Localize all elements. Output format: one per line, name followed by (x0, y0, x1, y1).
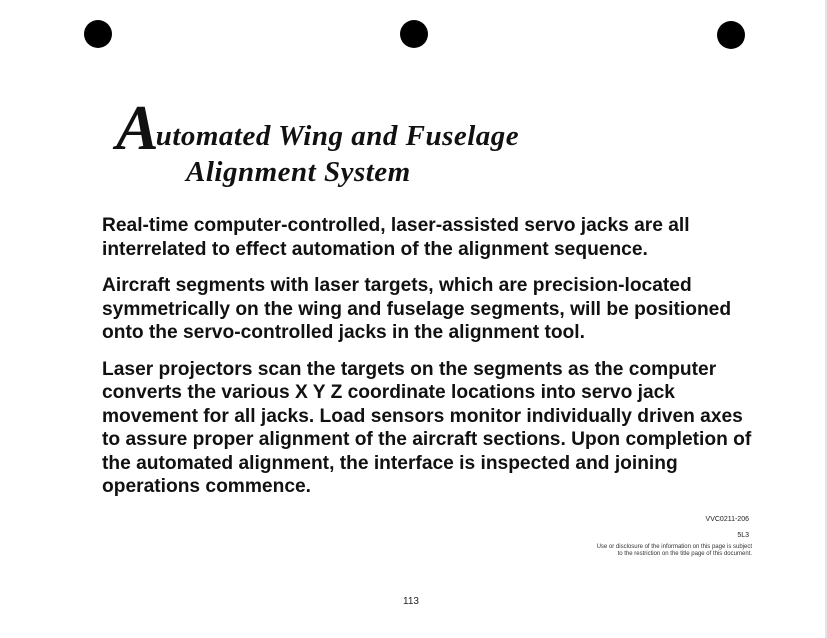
punch-hole-left (84, 20, 112, 48)
punch-hole-middle (400, 20, 428, 48)
page-title (116, 92, 736, 188)
paragraph-1: Real-time computer-controlled, laser-assisted servo jacks are all interrelated to effect automation of the alignment sequence. (102, 215, 690, 260)
title-line-1 (116, 92, 736, 163)
disclosure-line-2: to the restriction on the title page of this document. (617, 551, 752, 557)
page-number: 113 (403, 596, 419, 607)
punch-hole-right (717, 21, 745, 49)
document-code: 5L3 (737, 532, 749, 539)
title-line-2-text: Alignment System (186, 156, 411, 188)
paragraph-2: Aircraft segments with laser targets, which are precision-located symmetrically on the wing and fuselage segments, will be positioned onto the servo-controlled jacks in the alignment tool. (102, 275, 732, 343)
body-text (102, 214, 752, 512)
document-id: VVC0211-206 (705, 516, 749, 523)
title-initial-letter: A (116, 92, 156, 163)
disclosure-line-1: Use or disclosure of the information on this page is subject (596, 544, 752, 550)
title-line-1-text: utomated Wing and Fuselage (155, 120, 520, 152)
paragraph-3: Laser projectors scan the targets on the segments as the computer converts the various X Y Z coordinate locations into servo jack movement for all jacks. Load sensors monitor individually driven axes to assure proper alignment of the aircraft sections. Upon completion of the automated alignment, the interface is inspected and joining operations commence. (102, 358, 752, 497)
disclosure-notice (552, 544, 752, 558)
